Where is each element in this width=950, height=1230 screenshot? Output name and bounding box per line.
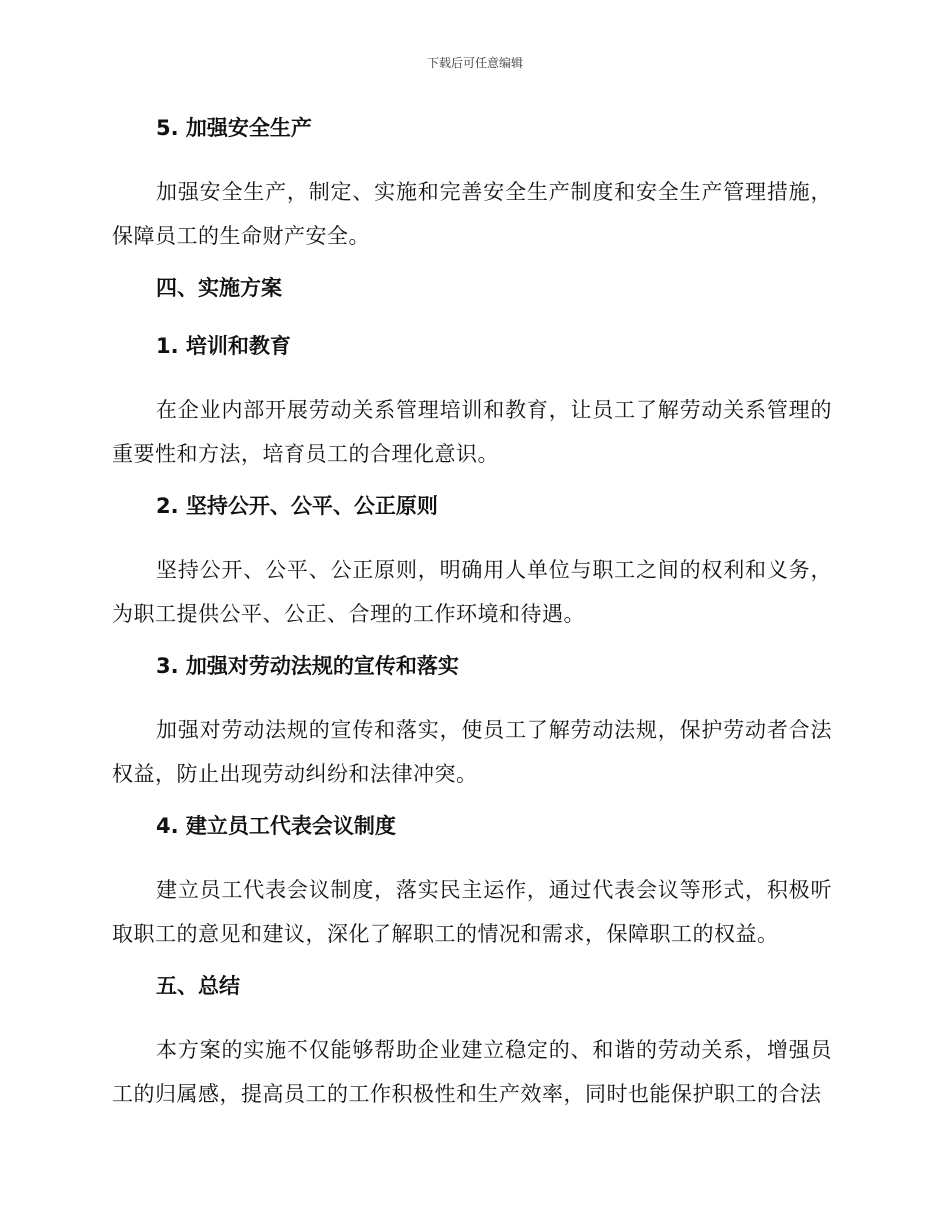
- header-note: 下载后可任意编辑: [426, 56, 523, 70]
- section-heading-summary: 五、总结: [156, 974, 240, 998]
- paragraph-training: 在企业内部开展劳动关系管理培训和教育，让员工了解劳动关系管理的重要性和方法，培育员工的合理化意识。: [112, 398, 832, 466]
- paragraph-representative-meeting: 建立员工代表会议制度，落实民主运作，通过代表会议等形式，积极听取职工的意见和建议，深化了解职工的情况和需求，保障职工的权益。: [112, 878, 832, 946]
- section-heading-3-labor-law: 3. 加强对劳动法规的宣传和落实: [156, 654, 459, 678]
- document-body: [112, 112, 832, 1130]
- section-heading-implementation: 四、实施方案: [156, 276, 282, 300]
- section-heading-5-safety: 5. 加强安全生产: [156, 116, 312, 140]
- paragraph-labor-law: 加强对劳动法规的宣传和落实，使员工了解劳动法规，保护劳动者合法权益，防止出现劳动纠纷和法律冲突。: [112, 718, 832, 786]
- paragraph-summary: 本方案的实施不仅能够帮助企业建立稳定的、和谐的劳动关系，增强员工的归属感，提高员工的工作积极性和生产效率，同时也能保护职工的合法: [112, 1038, 832, 1106]
- section-heading-2-principles: 2. 坚持公开、公平、公正原则: [156, 494, 438, 518]
- paragraph-principles: 坚持公开、公平、公正原则，明确用人单位与职工之间的权利和义务，为职工提供公平、公正、合理的工作环境和待遇。: [112, 558, 832, 626]
- paragraph-safety: 加强安全生产，制定、实施和完善安全生产制度和安全生产管理措施，保障员工的生命财产安全。: [112, 180, 832, 248]
- section-heading-4-representative-meeting: 4. 建立员工代表会议制度: [156, 814, 396, 838]
- section-heading-1-training: 1. 培训和教育: [156, 334, 291, 358]
